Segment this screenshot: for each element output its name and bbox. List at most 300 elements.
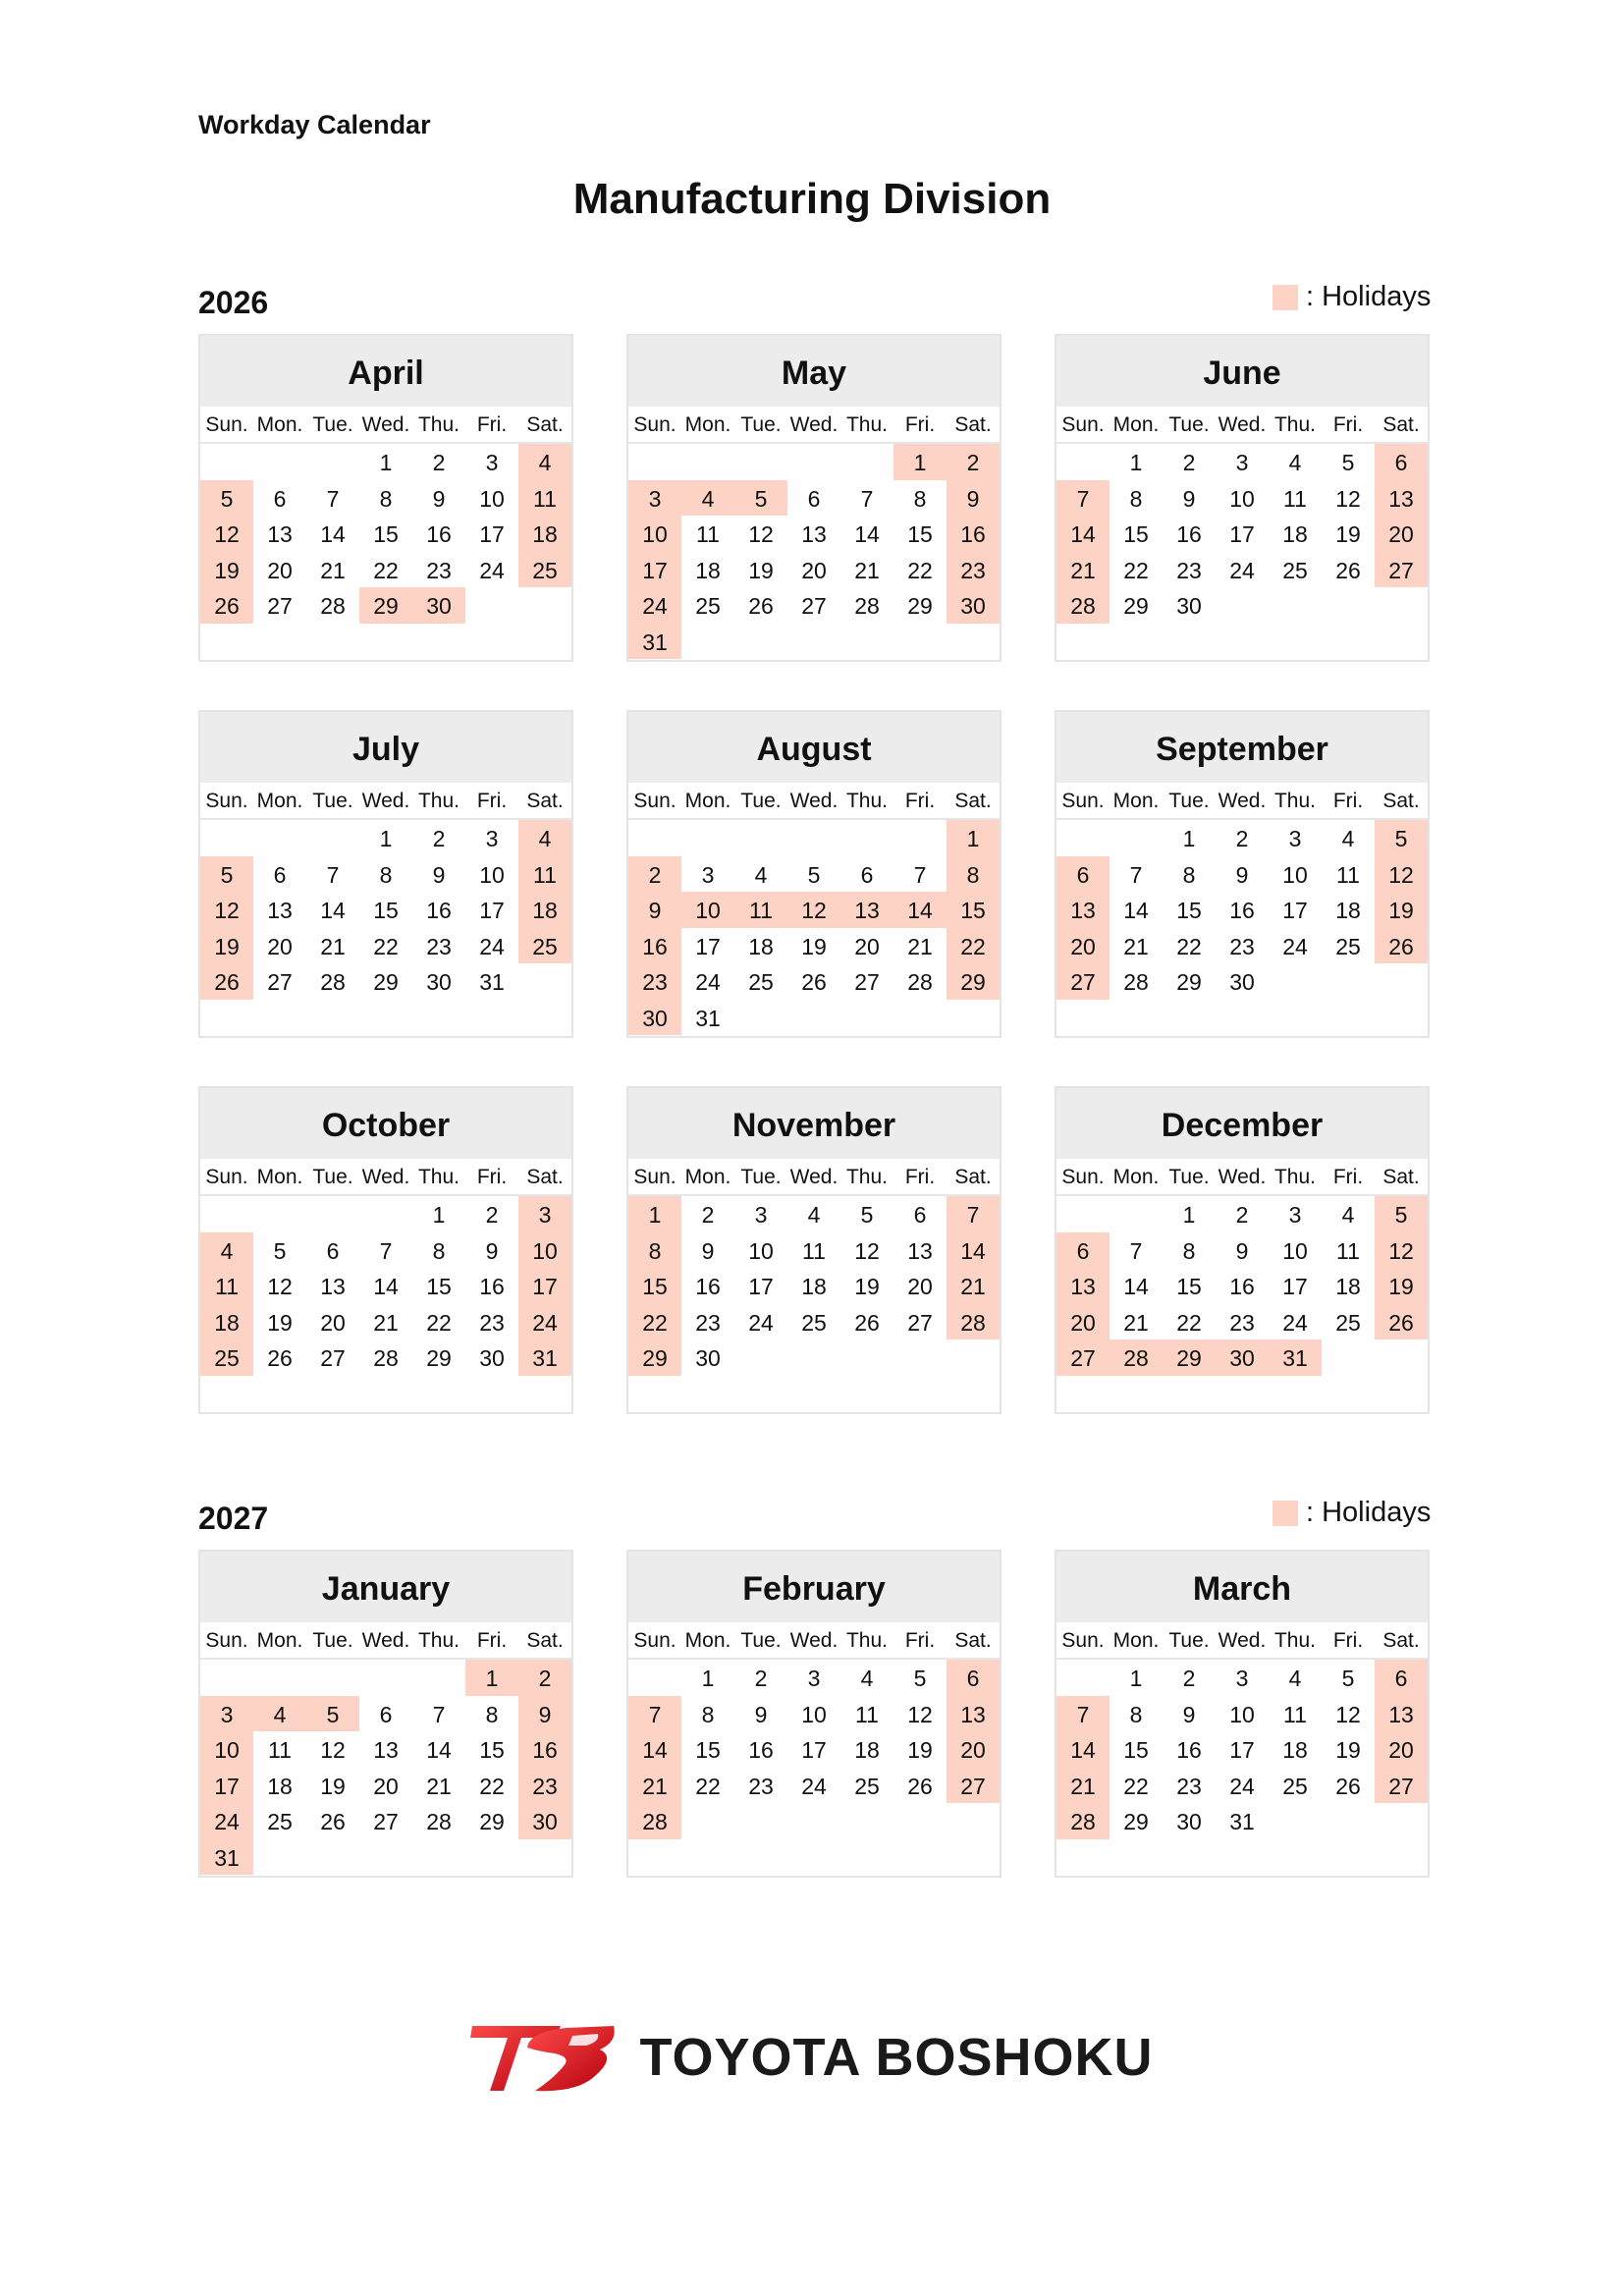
workday-cell: 28 [320, 593, 346, 619]
week-row [1056, 516, 1428, 552]
empty-cell [840, 1803, 893, 1839]
empty-cell [200, 1660, 253, 1696]
workday-cell: 13 [267, 521, 293, 547]
workday-cell: 30 [1176, 593, 1202, 619]
weekday-label: Wed. [789, 1629, 839, 1652]
weekday-label: Mon. [256, 1629, 303, 1652]
workday-cell: 26 [267, 1345, 293, 1371]
holiday-cell: 27 [1375, 552, 1428, 588]
holiday-cell: 7 [947, 1196, 1000, 1232]
workday-cell: 22 [1123, 557, 1149, 583]
workday-cell: 10 [1229, 485, 1255, 512]
holiday-cell: 24 [628, 587, 681, 624]
workday-cell: 28 [907, 969, 933, 995]
empty-cell [840, 1339, 893, 1376]
workday-cell: 29 [426, 1345, 452, 1371]
weekday-label: Mon. [256, 790, 303, 812]
week-row [200, 1196, 571, 1232]
holiday-cell: 14 [893, 892, 947, 928]
empty-cell [306, 820, 359, 856]
weekday-header [200, 407, 571, 444]
weekday-header [1056, 1622, 1428, 1660]
workday-cell: 14 [426, 1737, 452, 1763]
holiday-cell: 10 [628, 516, 681, 552]
week-row [200, 480, 571, 517]
workday-cell: 2 [1182, 1666, 1196, 1691]
weekday-label: Fri. [904, 790, 936, 812]
holiday-cell: 21 [1056, 1768, 1110, 1804]
empty-cell [1322, 1803, 1375, 1839]
weekday-label: Tue. [1168, 1166, 1210, 1188]
workday-cell: 16 [426, 898, 452, 923]
month-name: September [1056, 712, 1428, 783]
workday-cell: 7 [326, 485, 340, 512]
empty-cell [734, 444, 787, 480]
empty-cell [787, 1339, 840, 1376]
holiday-cell: 9 [947, 480, 1000, 517]
workday-cell: 2 [754, 1666, 768, 1691]
empty-cell [412, 1660, 465, 1696]
empty-cell [518, 587, 571, 624]
empty-cell [1269, 587, 1322, 624]
workday-cell: 6 [273, 861, 287, 888]
holiday-cell: 20 [1375, 516, 1428, 552]
month-card-august [626, 710, 1001, 1038]
month-name: August [628, 712, 1000, 783]
workday-cell: 26 [748, 593, 774, 619]
workday-cell: 8 [379, 485, 393, 512]
week-row [1056, 1660, 1428, 1696]
holiday-cell: 13 [1375, 480, 1428, 517]
empty-cell [893, 1339, 947, 1376]
workday-cell: 31 [479, 969, 505, 995]
holiday-cell: 5 [1375, 1196, 1428, 1232]
year-label: 2027 [198, 1501, 269, 1536]
workday-cell: 22 [426, 1309, 452, 1336]
holiday-cell: 24 [200, 1803, 253, 1839]
holiday-cell: 11 [518, 480, 571, 517]
month-card-january [198, 1550, 573, 1878]
weekday-label: Wed. [789, 1166, 839, 1188]
weekday-label: Sat. [1382, 1166, 1420, 1188]
holiday-cell: 14 [1056, 516, 1110, 552]
empty-cell [1322, 963, 1375, 1000]
workday-cell: 20 [801, 557, 827, 583]
workday-cell: 12 [748, 521, 774, 547]
month-card-december [1055, 1086, 1430, 1414]
weekday-label: Sat. [526, 413, 564, 436]
empty-cell [734, 624, 787, 660]
month-name: February [628, 1552, 1000, 1622]
workday-cell: 30 [1229, 969, 1255, 995]
weekday-label: Wed. [1218, 790, 1267, 812]
holiday-cell: 18 [200, 1304, 253, 1340]
toyota-boshoku-logo-icon [470, 2018, 618, 2097]
month-card-october [198, 1086, 573, 1414]
workday-cell: 5 [273, 1237, 287, 1264]
workday-cell: 19 [907, 1737, 933, 1763]
month-name: December [1056, 1088, 1428, 1159]
weekday-label: Sun. [633, 790, 677, 812]
workday-cell: 3 [1235, 1666, 1249, 1691]
holiday-cell: 10 [200, 1731, 253, 1768]
workday-cell: 10 [479, 861, 505, 888]
holiday-cell: 28 [1110, 1339, 1163, 1376]
weekday-header [1056, 783, 1428, 820]
holiday-legend [1272, 281, 1431, 313]
workday-cell: 14 [373, 1274, 399, 1299]
holiday-cell: 11 [518, 856, 571, 893]
month-card-may [626, 334, 1001, 662]
month-card-april [198, 334, 573, 662]
weekday-header [1056, 407, 1428, 444]
holiday-cell: 15 [628, 1268, 681, 1304]
workday-cell: 20 [373, 1773, 399, 1799]
holiday-cell: 19 [1375, 1268, 1428, 1304]
workday-cell: 27 [267, 969, 293, 995]
holiday-swatch [1272, 285, 1298, 310]
workday-cell: 8 [379, 861, 393, 888]
workday-cell: 28 [373, 1345, 399, 1371]
empty-cell [253, 1839, 306, 1876]
workday-cell: 21 [426, 1773, 452, 1799]
week-row [628, 1196, 1000, 1232]
holiday-cell: 3 [628, 480, 681, 517]
workday-cell: 4 [1288, 1666, 1302, 1691]
workday-cell: 21 [373, 1309, 399, 1336]
empty-cell [1322, 1339, 1375, 1376]
weekday-label: Fri. [1332, 1629, 1364, 1652]
workday-cell: 23 [426, 557, 452, 583]
weekday-label: Thu. [1273, 413, 1317, 436]
workday-cell: 24 [748, 1309, 774, 1336]
holiday-cell: 29 [359, 587, 412, 624]
workday-cell: 29 [907, 593, 933, 619]
week-row [1056, 480, 1428, 517]
weekday-label: Wed. [1218, 413, 1267, 436]
weekday-label: Fri. [476, 413, 508, 436]
workday-cell: 21 [1123, 1309, 1149, 1336]
holiday-cell: 29 [1163, 1339, 1216, 1376]
week-row [200, 1339, 571, 1376]
month-grid [628, 820, 1000, 1036]
workday-cell: 17 [801, 1737, 827, 1763]
weekday-label: Fri. [476, 790, 508, 812]
weekday-label: Sat. [954, 790, 992, 812]
week-row [1056, 444, 1428, 480]
workday-cell: 13 [373, 1737, 399, 1763]
weekday-label: Sun. [633, 1166, 677, 1188]
empty-cell [200, 820, 253, 856]
holiday-cell: 1 [947, 820, 1000, 856]
empty-cell [787, 624, 840, 660]
empty-cell [1322, 587, 1375, 624]
workday-cell: 16 [1176, 1737, 1202, 1763]
empty-cell [412, 1839, 465, 1876]
empty-cell [681, 1803, 734, 1839]
month-grid [1056, 1660, 1428, 1876]
workday-cell: 23 [479, 1309, 505, 1336]
workday-cell: 25 [1335, 933, 1361, 959]
holiday-cell: 27 [1056, 1339, 1110, 1376]
empty-cell [253, 1660, 306, 1696]
holiday-cell: 18 [518, 516, 571, 552]
workday-cell: 15 [1123, 1737, 1149, 1763]
week-row [628, 892, 1000, 928]
holiday-cell: 20 [1056, 928, 1110, 964]
workday-cell: 23 [426, 933, 452, 959]
workday-cell: 23 [1229, 1309, 1255, 1336]
holiday-cell: 13 [1375, 1696, 1428, 1732]
workday-cell: 2 [485, 1202, 499, 1228]
workday-cell: 15 [373, 521, 399, 547]
empty-cell [253, 1196, 306, 1232]
workday-cell: 25 [1282, 557, 1308, 583]
workday-cell: 24 [479, 557, 505, 583]
workday-cell: 15 [426, 1274, 452, 1299]
workday-cell: 3 [485, 826, 499, 851]
holiday-cell: 12 [1375, 1232, 1428, 1269]
holiday-cell: 20 [1056, 1304, 1110, 1340]
workday-cell: 16 [1229, 1274, 1255, 1299]
month-card-june [1055, 334, 1430, 662]
holiday-cell: 19 [1375, 892, 1428, 928]
holiday-cell: 10 [681, 892, 734, 928]
workday-cell: 7 [379, 1237, 393, 1264]
holiday-cell: 16 [628, 928, 681, 964]
week-row [200, 516, 571, 552]
workday-cell: 11 [696, 521, 720, 547]
workday-cell: 29 [373, 969, 399, 995]
holiday-cell: 12 [200, 892, 253, 928]
workday-cell: 3 [754, 1202, 768, 1228]
empty-cell [947, 1803, 1000, 1839]
workday-cell: 12 [267, 1274, 293, 1299]
workday-cell: 7 [432, 1701, 446, 1727]
holiday-cell: 13 [947, 1696, 1000, 1732]
holiday-cell: 1 [628, 1196, 681, 1232]
weekday-header [628, 1622, 1000, 1660]
holiday-cell: 4 [518, 444, 571, 480]
holiday-cell: 6 [1056, 1232, 1110, 1269]
holiday-cell: 26 [1375, 1304, 1428, 1340]
workday-cell: 7 [860, 485, 874, 512]
week-row [628, 444, 1000, 480]
workday-cell: 25 [854, 1773, 880, 1799]
workday-cell: 22 [373, 557, 399, 583]
holiday-cell: 24 [518, 1304, 571, 1340]
workday-cell: 21 [320, 557, 346, 583]
workday-cell: 16 [748, 1737, 774, 1763]
weekday-label: Sat. [1382, 790, 1420, 812]
weekday-label: Sat. [1382, 413, 1420, 436]
empty-cell [253, 820, 306, 856]
holiday-cell: 25 [518, 928, 571, 964]
holiday-cell: 26 [1375, 928, 1428, 964]
holiday-cell: 13 [1056, 892, 1110, 928]
week-row [1056, 552, 1428, 588]
week-row [200, 1268, 571, 1304]
workday-cell: 27 [267, 593, 293, 619]
workday-cell: 28 [320, 969, 346, 995]
holiday-cell: 30 [947, 587, 1000, 624]
holiday-cell: 26 [200, 963, 253, 1000]
weekday-label: Sat. [954, 413, 992, 436]
weekday-label: Wed. [361, 790, 410, 812]
holiday-cell: 21 [1056, 552, 1110, 588]
week-row [628, 1803, 1000, 1839]
month-card-february [626, 1550, 1001, 1878]
holiday-cell: 23 [628, 963, 681, 1000]
holiday-cell: 29 [628, 1339, 681, 1376]
week-row [628, 856, 1000, 893]
workday-cell: 15 [695, 1737, 721, 1763]
workday-cell: 19 [267, 1309, 293, 1336]
holiday-cell: 31 [200, 1839, 253, 1876]
week-row [200, 1232, 571, 1269]
workday-cell: 26 [1335, 557, 1361, 583]
workday-cell: 25 [695, 593, 721, 619]
holiday-cell: 7 [1056, 480, 1110, 517]
month-name: July [200, 712, 571, 783]
weekday-label: Sun. [633, 1629, 677, 1652]
weekday-label: Tue. [740, 413, 782, 436]
weekday-label: Sat. [954, 1629, 992, 1652]
workday-cell: 10 [479, 485, 505, 512]
empty-cell [1110, 820, 1163, 856]
workday-cell: 27 [373, 1809, 399, 1834]
holiday-cell: 6 [1375, 1660, 1428, 1696]
week-row [1056, 1339, 1428, 1376]
empty-cell [1110, 1196, 1163, 1232]
workday-cell: 30 [479, 1345, 505, 1371]
workday-cell: 13 [801, 521, 827, 547]
workday-cell: 23 [748, 1773, 774, 1799]
workday-cell: 19 [1335, 521, 1361, 547]
holiday-cell: 6 [947, 1660, 1000, 1696]
weekday-label: Tue. [740, 790, 782, 812]
empty-cell [628, 444, 681, 480]
holiday-cell: 26 [200, 587, 253, 624]
holiday-cell: 12 [787, 892, 840, 928]
workday-cell: 27 [801, 593, 827, 619]
weekday-label: Sun. [1061, 413, 1105, 436]
holiday-cell: 17 [628, 552, 681, 588]
holiday-cell: 3 [200, 1696, 253, 1732]
workday-cell: 3 [485, 450, 499, 475]
weekday-label: Wed. [361, 413, 410, 436]
workday-cell: 22 [1176, 933, 1202, 959]
empty-cell [787, 820, 840, 856]
workday-cell: 17 [1282, 898, 1308, 923]
holiday-cell: 10 [518, 1232, 571, 1269]
workday-cell: 5 [1341, 450, 1355, 475]
workday-cell: 4 [860, 1666, 874, 1691]
workday-cell: 19 [854, 1274, 880, 1299]
weekday-label: Tue. [740, 1166, 782, 1188]
workday-cell: 1 [701, 1666, 715, 1691]
month-name: October [200, 1088, 571, 1159]
empty-cell [787, 444, 840, 480]
month-card-march [1055, 1550, 1430, 1878]
weekday-label: Wed. [361, 1166, 410, 1188]
workday-cell: 3 [701, 861, 715, 888]
workday-cell: 11 [1336, 861, 1360, 888]
weekday-label: Sat. [526, 1166, 564, 1188]
workday-cell: 19 [320, 1773, 346, 1799]
weekday-label: Thu. [845, 1166, 889, 1188]
week-row [628, 624, 1000, 660]
holiday-cell: 11 [734, 892, 787, 928]
workday-cell: 23 [695, 1309, 721, 1336]
week-row [628, 516, 1000, 552]
workday-cell: 1 [379, 826, 393, 851]
week-row [200, 587, 571, 624]
month-grid [628, 1196, 1000, 1412]
week-row [1056, 820, 1428, 856]
weekday-label: Thu. [845, 413, 889, 436]
workday-cell: 9 [432, 485, 446, 512]
workday-cell: 10 [1282, 861, 1308, 888]
workday-cell: 23 [1229, 933, 1255, 959]
empty-cell [840, 624, 893, 660]
weekday-label: Mon. [1112, 1166, 1160, 1188]
workday-cell: 3 [1235, 450, 1249, 475]
workday-cell: 6 [913, 1202, 927, 1228]
workday-cell: 18 [1282, 521, 1308, 547]
weekday-label: Fri. [904, 1629, 936, 1652]
workday-cell: 27 [320, 1345, 346, 1371]
holiday-cell: 25 [518, 552, 571, 588]
empty-cell [628, 820, 681, 856]
workday-cell: 27 [854, 969, 880, 995]
holiday-cell: 21 [628, 1768, 681, 1804]
month-grid [1056, 820, 1428, 1036]
holiday-cell: 22 [628, 1304, 681, 1340]
weekday-label: Thu. [845, 790, 889, 812]
weekday-header [200, 783, 571, 820]
workday-cell: 9 [432, 861, 446, 888]
workday-cell: 22 [1123, 1773, 1149, 1799]
workday-cell: 8 [1182, 1237, 1196, 1264]
weekday-label: Mon. [684, 1629, 731, 1652]
workday-cell: 17 [1229, 1737, 1255, 1763]
workday-cell: 5 [807, 861, 821, 888]
weekday-header [628, 1159, 1000, 1196]
workday-cell: 19 [748, 557, 774, 583]
holiday-cell: 17 [200, 1768, 253, 1804]
workday-cell: 3 [1288, 1202, 1302, 1228]
week-row [1056, 892, 1428, 928]
workday-cell: 9 [1235, 1237, 1249, 1264]
year-label: 2026 [198, 285, 269, 320]
empty-cell [947, 1339, 1000, 1376]
workday-cell: 1 [1182, 826, 1196, 851]
empty-cell [1375, 587, 1428, 624]
workday-cell: 17 [695, 933, 721, 959]
week-row [628, 587, 1000, 624]
month-card-november [626, 1086, 1001, 1414]
week-row [628, 1339, 1000, 1376]
holiday-cell: 29 [947, 963, 1000, 1000]
holiday-cell: 20 [947, 1731, 1000, 1768]
workday-cell: 18 [801, 1274, 827, 1299]
weekday-label: Sat. [526, 790, 564, 812]
workday-cell: 12 [1335, 1701, 1361, 1727]
workday-cell: 18 [1335, 898, 1361, 923]
empty-cell [947, 624, 1000, 660]
workday-cell: 25 [267, 1809, 293, 1834]
